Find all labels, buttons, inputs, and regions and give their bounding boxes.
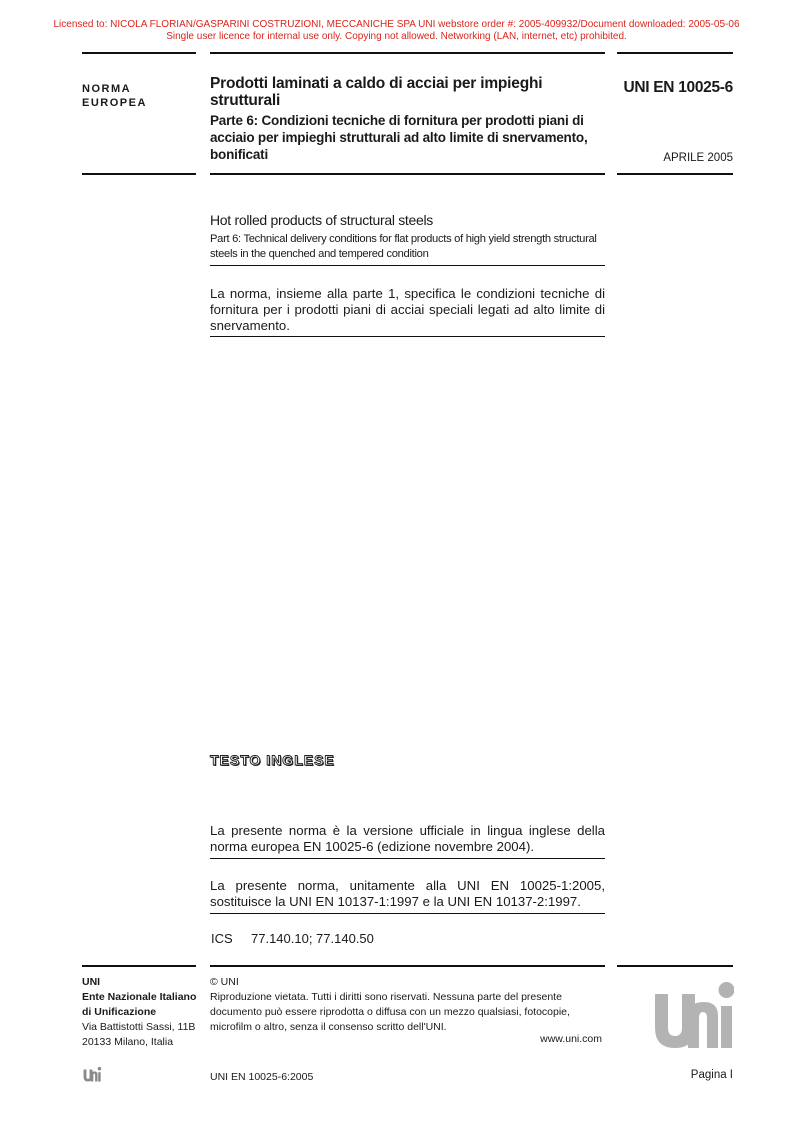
english-subtitle: Part 6: Technical delivery conditions for flat products of high yield strength structural steels in the quenched and tempered condition	[210, 233, 597, 260]
publication-date: APRILE 2005	[663, 152, 733, 164]
europea-label: EUROPEA	[82, 97, 147, 109]
uni-logo	[652, 978, 734, 1055]
copyright-label: © UNI	[210, 976, 239, 988]
uni-small-logo-icon	[82, 1066, 102, 1082]
testo-inglese-heading: TESTO INGLESE	[210, 752, 335, 768]
org-abbr: UNI	[82, 976, 101, 988]
english-title: Hot rolled products of structural steels	[210, 212, 433, 228]
standard-code: UNI EN 10025-6	[623, 79, 733, 96]
top-rule-left	[82, 52, 196, 54]
website-link[interactable]: www.uni.com	[540, 1033, 602, 1045]
replacement-rule	[210, 913, 605, 914]
ics-line	[211, 931, 374, 946]
norma-europea-label	[82, 82, 147, 110]
replacement-paragraph: La presente norma, unitamente alla UNI EN 10025-1:2005, sostituisce la UNI EN 10137-1:1997 e la UNI EN 10137-2:1997.	[210, 878, 605, 909]
footer-document-code: UNI EN 10025-6:2005	[210, 1071, 314, 1083]
version-rule	[210, 858, 605, 859]
footer-rule-right	[617, 965, 733, 967]
top-rule-center	[210, 52, 605, 54]
uni-logo-icon	[652, 978, 734, 1050]
document-title: Prodotti laminati a caldo di acciai per impieghi strutturali	[210, 75, 543, 109]
document-subtitle: Parte 6: Condizioni tecniche di fornitura per prodotti piani di acciaio per impieghi strutturali ad alto limite di snervamento, bonificati	[210, 113, 588, 162]
official-version-paragraph: La presente norma è la versione ufficiale in lingua inglese della norma europea EN 10025-6 (edizione novembre 2004).	[210, 823, 605, 854]
license-notice-line1: Licensed to: NICOLA FLORIAN/GASPARINI COSTRUZIONI, MECCANICHE SPA UNI webstore order #: 2005-409932/Document downloaded: 2005-05-06	[53, 19, 740, 30]
org-address-line2: 20133 Milano, Italia	[82, 1036, 174, 1048]
org-name-line1: Ente Nazionale Italiano	[82, 991, 197, 1003]
scope-paragraph: La norma, insieme alla parte 1, specifica le condizioni tecniche di fornitura per i prodotti piani di acciai speciali legati ad alto limite di snervamento.	[210, 286, 605, 333]
org-address-line1: Via Battistotti Sassi, 11B	[82, 1021, 196, 1033]
copyright-text: Riproduzione vietata. Tutti i diritti sono riservati. Nessuna parte del presente documento può essere riprodotta o diffusa con un mezzo qualsiasi, fotocopie, microfilm o altro, senza il consenso scritto dell'UNI.	[210, 991, 570, 1033]
header-rule-right	[617, 173, 733, 175]
uni-small-logo	[82, 1066, 102, 1087]
ics-value: 77.140.10; 77.140.50	[251, 931, 374, 946]
footer-rule-left	[82, 965, 196, 967]
copyright-block	[210, 975, 603, 1035]
ics-label: ICS	[211, 931, 233, 946]
header-rule-center	[210, 173, 605, 175]
header-rule-left	[82, 173, 196, 175]
footer-rule-center	[210, 965, 605, 967]
scope-rule	[210, 336, 605, 337]
english-title-rule	[210, 265, 605, 266]
norma-label: NORMA	[82, 83, 132, 95]
top-rule-right	[617, 52, 733, 54]
page-number: Pagina I	[690, 1069, 733, 1081]
organization-info	[82, 975, 196, 1050]
license-notice-line2: Single user licence for internal use only. Copying not allowed. Networking (LAN, internet, etc) prohibited.	[166, 31, 627, 42]
org-name-line2: di Unificazione	[82, 1006, 157, 1018]
